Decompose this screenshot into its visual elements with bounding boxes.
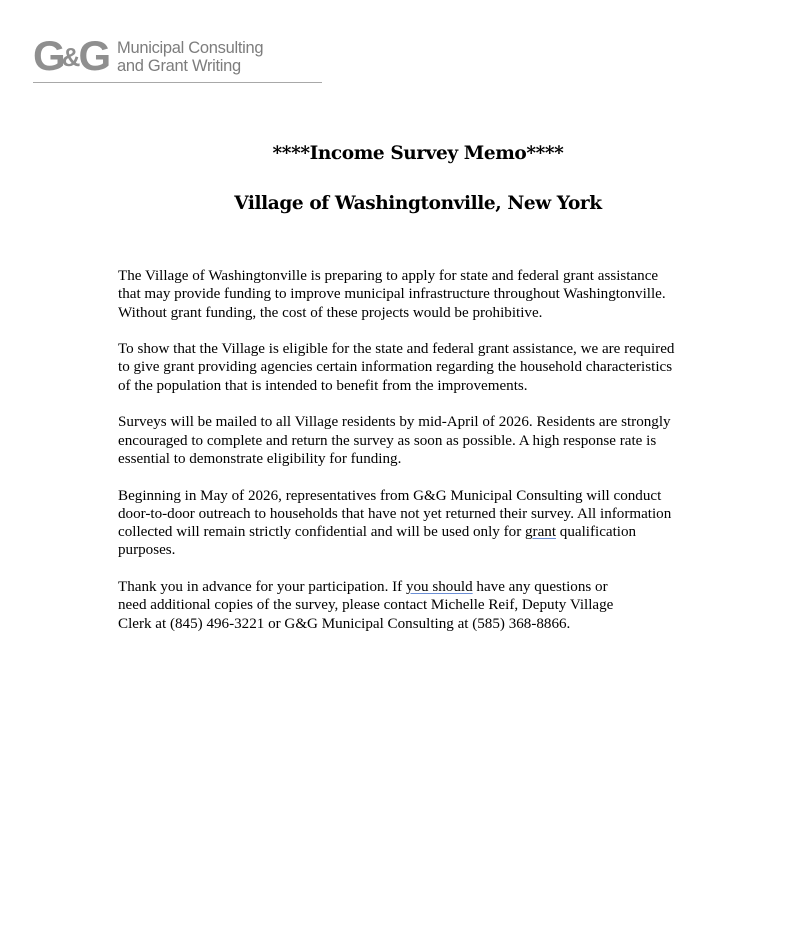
text-line: Clerk at (845) 496-3221 or G&G Municipal Consulting at (585) 368-8866. xyxy=(118,615,571,632)
text-line: that may provide funding to improve municipal infrastructure throughout Washingtonville. xyxy=(118,286,666,303)
paragraph-4 xyxy=(118,487,718,560)
village-title: Village of Washingtonville, New York xyxy=(234,193,602,214)
text-line: to give grant providing agencies certain information regarding the household characteristics xyxy=(118,359,673,376)
text-line: collected will remain strictly confidential and will be used only for grant qualification xyxy=(118,524,637,541)
memo-title: ****Income Survey Memo**** xyxy=(272,143,564,164)
text-line: Without grant funding, the cost of these projects would be prohibitive. xyxy=(118,304,543,321)
text-line: need additional copies of the survey, please contact Michelle Reif, Deputy Village xyxy=(118,597,614,614)
company-logo xyxy=(33,33,323,85)
grammar-flagged-word: grant xyxy=(525,524,557,541)
text-line: Thank you in advance for your participation. If you should have any questions or xyxy=(118,579,608,596)
logo-mark: G&G xyxy=(33,32,108,79)
text-line: The Village of Washingtonville is preparing to apply for state and federal grant assistance xyxy=(118,268,659,284)
paragraph-2 xyxy=(118,340,718,395)
grammar-flagged-phrase: you should xyxy=(405,579,473,596)
paragraph-1 xyxy=(118,267,718,322)
logo-text xyxy=(117,39,263,75)
text-line: Beginning in May of 2026, representatives from G&G Municipal Consulting will conduct xyxy=(118,487,662,504)
memo-body xyxy=(118,267,718,651)
header-rule xyxy=(33,82,322,83)
paragraph-5 xyxy=(118,578,718,633)
text-line: of the population that is intended to benefit from the improvements. xyxy=(118,377,528,394)
logo-text-line-2: and Grant Writing xyxy=(117,57,241,75)
text-line: purposes. xyxy=(118,542,176,559)
paragraph-3 xyxy=(118,413,718,468)
text-line: To show that the Village is eligible for the state and federal grant assistance, we are required xyxy=(118,341,675,358)
logo-text-line-1: Municipal Consulting xyxy=(117,39,264,57)
text-line: door-to-door outreach to households that have not yet returned their survey. All information xyxy=(118,505,672,522)
text-line: essential to demonstrate eligibility for funding. xyxy=(118,450,402,467)
text-line: encouraged to complete and return the survey as soon as possible. A high response rate is xyxy=(118,432,657,449)
text-line: Surveys will be mailed to all Village residents by mid-April of 2026. Residents are strongly xyxy=(118,414,671,431)
